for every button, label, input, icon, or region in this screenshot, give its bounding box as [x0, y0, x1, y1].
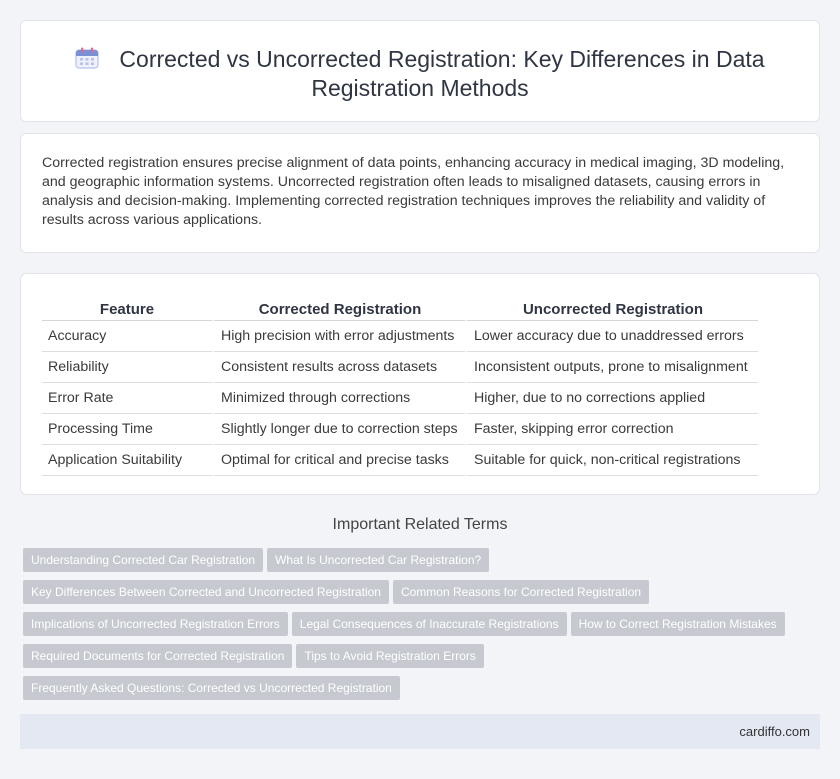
table-cell: High precision with error adjustments: [212, 321, 465, 352]
related-term-link[interactable]: Key Differences Between Corrected and Uncorrected Registration: [23, 580, 389, 604]
related-term-link[interactable]: What Is Uncorrected Car Registration?: [267, 548, 489, 572]
table-cell: Processing Time: [42, 414, 212, 445]
related-term-link[interactable]: Legal Consequences of Inaccurate Registrations: [292, 612, 567, 636]
table-cell: Optimal for critical and precise tasks: [212, 445, 465, 476]
column-header-corrected: Corrected Registration: [212, 297, 465, 321]
table-cell: Reliability: [42, 352, 212, 383]
table-row: [42, 352, 758, 383]
intro-paragraph: Corrected registration ensures precise alignment of data points, enhancing accuracy in medical imaging, 3D modeling, and geographic information systems. Uncorrected registration often leads to misaligned datasets, causing errors in analysis and decision-making. Implementing corrected registration techniques improves the reliability and validity of results across various applications.: [42, 155, 785, 228]
table-cell: Faster, skipping error correction: [465, 414, 758, 445]
table-row: [42, 445, 758, 476]
table-cell: Suitable for quick, non-critical registrations: [465, 445, 758, 476]
table-cell: Lower accuracy due to unaddressed errors: [465, 321, 758, 352]
page-title: Corrected vs Uncorrected Registration: Key Differences in Data Registration Methods: [119, 46, 765, 101]
table-cell: Minimized through corrections: [212, 383, 465, 414]
table-cell: Application Suitability: [42, 445, 212, 476]
calendar-icon: [75, 47, 99, 69]
comparison-card: [20, 273, 820, 495]
table-header-row: [42, 297, 758, 321]
comparison-table: [42, 297, 758, 476]
table-cell: Inconsistent outputs, prone to misalignment: [465, 352, 758, 383]
related-term-link[interactable]: Required Documents for Corrected Registration: [23, 644, 292, 668]
column-header-uncorrected: Uncorrected Registration: [465, 297, 758, 321]
title-card: [20, 20, 820, 122]
footer: [20, 714, 820, 749]
page-title-wrap: [21, 45, 819, 103]
table-cell: Error Rate: [42, 383, 212, 414]
related-terms-list: [23, 548, 813, 708]
related-term-link[interactable]: Implications of Uncorrected Registration Errors: [23, 612, 288, 636]
table-cell: Slightly longer due to correction steps: [212, 414, 465, 445]
related-term-link[interactable]: Common Reasons for Corrected Registration: [393, 580, 649, 604]
related-term-link[interactable]: Frequently Asked Questions: Corrected vs Uncorrected Registration: [23, 676, 400, 700]
related-terms-heading: Important Related Terms: [332, 516, 508, 533]
table-cell: Consistent results across datasets: [212, 352, 465, 383]
table-cell: Higher, due to no corrections applied: [465, 383, 758, 414]
related-term-link[interactable]: How to Correct Registration Mistakes: [571, 612, 785, 636]
intro-card: [20, 133, 820, 253]
table-row: [42, 321, 758, 352]
related-term-link[interactable]: Understanding Corrected Car Registration: [23, 548, 263, 572]
table-row: [42, 383, 758, 414]
column-header-feature: Feature: [42, 297, 212, 321]
table-row: [42, 414, 758, 445]
footer-brand[interactable]: cardiffo.com: [739, 724, 810, 739]
related-term-link[interactable]: Tips to Avoid Registration Errors: [296, 644, 483, 668]
table-cell: Accuracy: [42, 321, 212, 352]
